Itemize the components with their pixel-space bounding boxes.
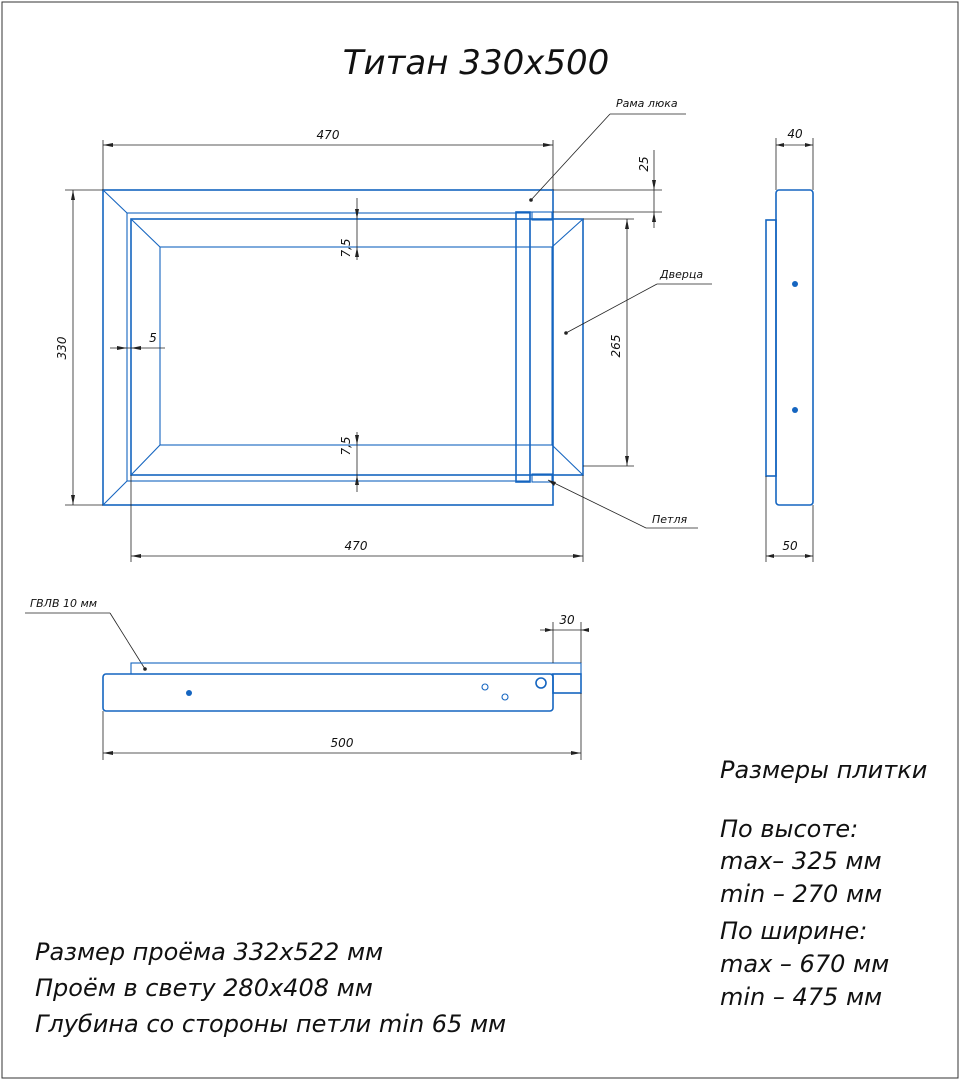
dim-length: 500 [330,736,354,750]
dim-door-height: 265 [609,334,623,358]
tile-height-max: max– 325 мм [720,847,882,875]
note-clear-opening: Проём в свету 280х408 мм [35,974,373,1002]
dim-inner-bottom: 7,5 [339,436,353,456]
tile-height-label: По высоте: [720,815,859,843]
tile-width-min: min – 475 мм [720,983,883,1011]
side-door [766,220,776,476]
bottom-body [103,674,553,711]
callout-hinge: Петля [652,513,688,526]
dim-overhang: 30 [559,613,575,627]
hatch-frame-outer [103,190,553,505]
tile-width-label: По ширине: [720,917,868,945]
note-depth: Глубина со стороны петли min 65 мм [35,1010,507,1038]
dim-frame-offset: 25 [637,156,651,172]
hinge-strip [516,212,530,482]
door-panel-inner [160,247,552,445]
opening-notes [35,938,506,1038]
dim-top-width: 470 [316,128,340,142]
drawing-title: Титан 330х500 [342,43,610,83]
dim-bottom-width: 470 [344,539,368,553]
tile-height-min: min – 270 мм [720,880,883,908]
dim-inner-left: 5 [149,331,157,345]
dim-height: 330 [55,336,69,360]
dim-side-top: 40 [787,127,803,141]
bottom-view [103,613,589,760]
board-strip [131,663,581,674]
callout-frame: Рама люка [616,97,678,110]
note-opening-size: Размер проёма 332х522 мм [35,938,384,966]
callout-door: Дверца [660,268,704,281]
side-view [766,127,813,562]
callouts [25,97,712,671]
front-view [103,190,583,505]
front-dimensions [55,128,662,562]
tile-heading: Размеры плитки [720,756,928,784]
tile-sizes-block [720,756,927,1011]
side-body [776,190,813,505]
dim-inner-top: 7,5 [339,238,353,258]
tile-width-max: max – 670 мм [720,950,890,978]
bottom-door [553,674,581,693]
dim-side-bottom: 50 [782,539,798,553]
callout-board: ГВЛВ 10 мм [30,597,98,610]
hatch-frame-inner [127,213,530,481]
